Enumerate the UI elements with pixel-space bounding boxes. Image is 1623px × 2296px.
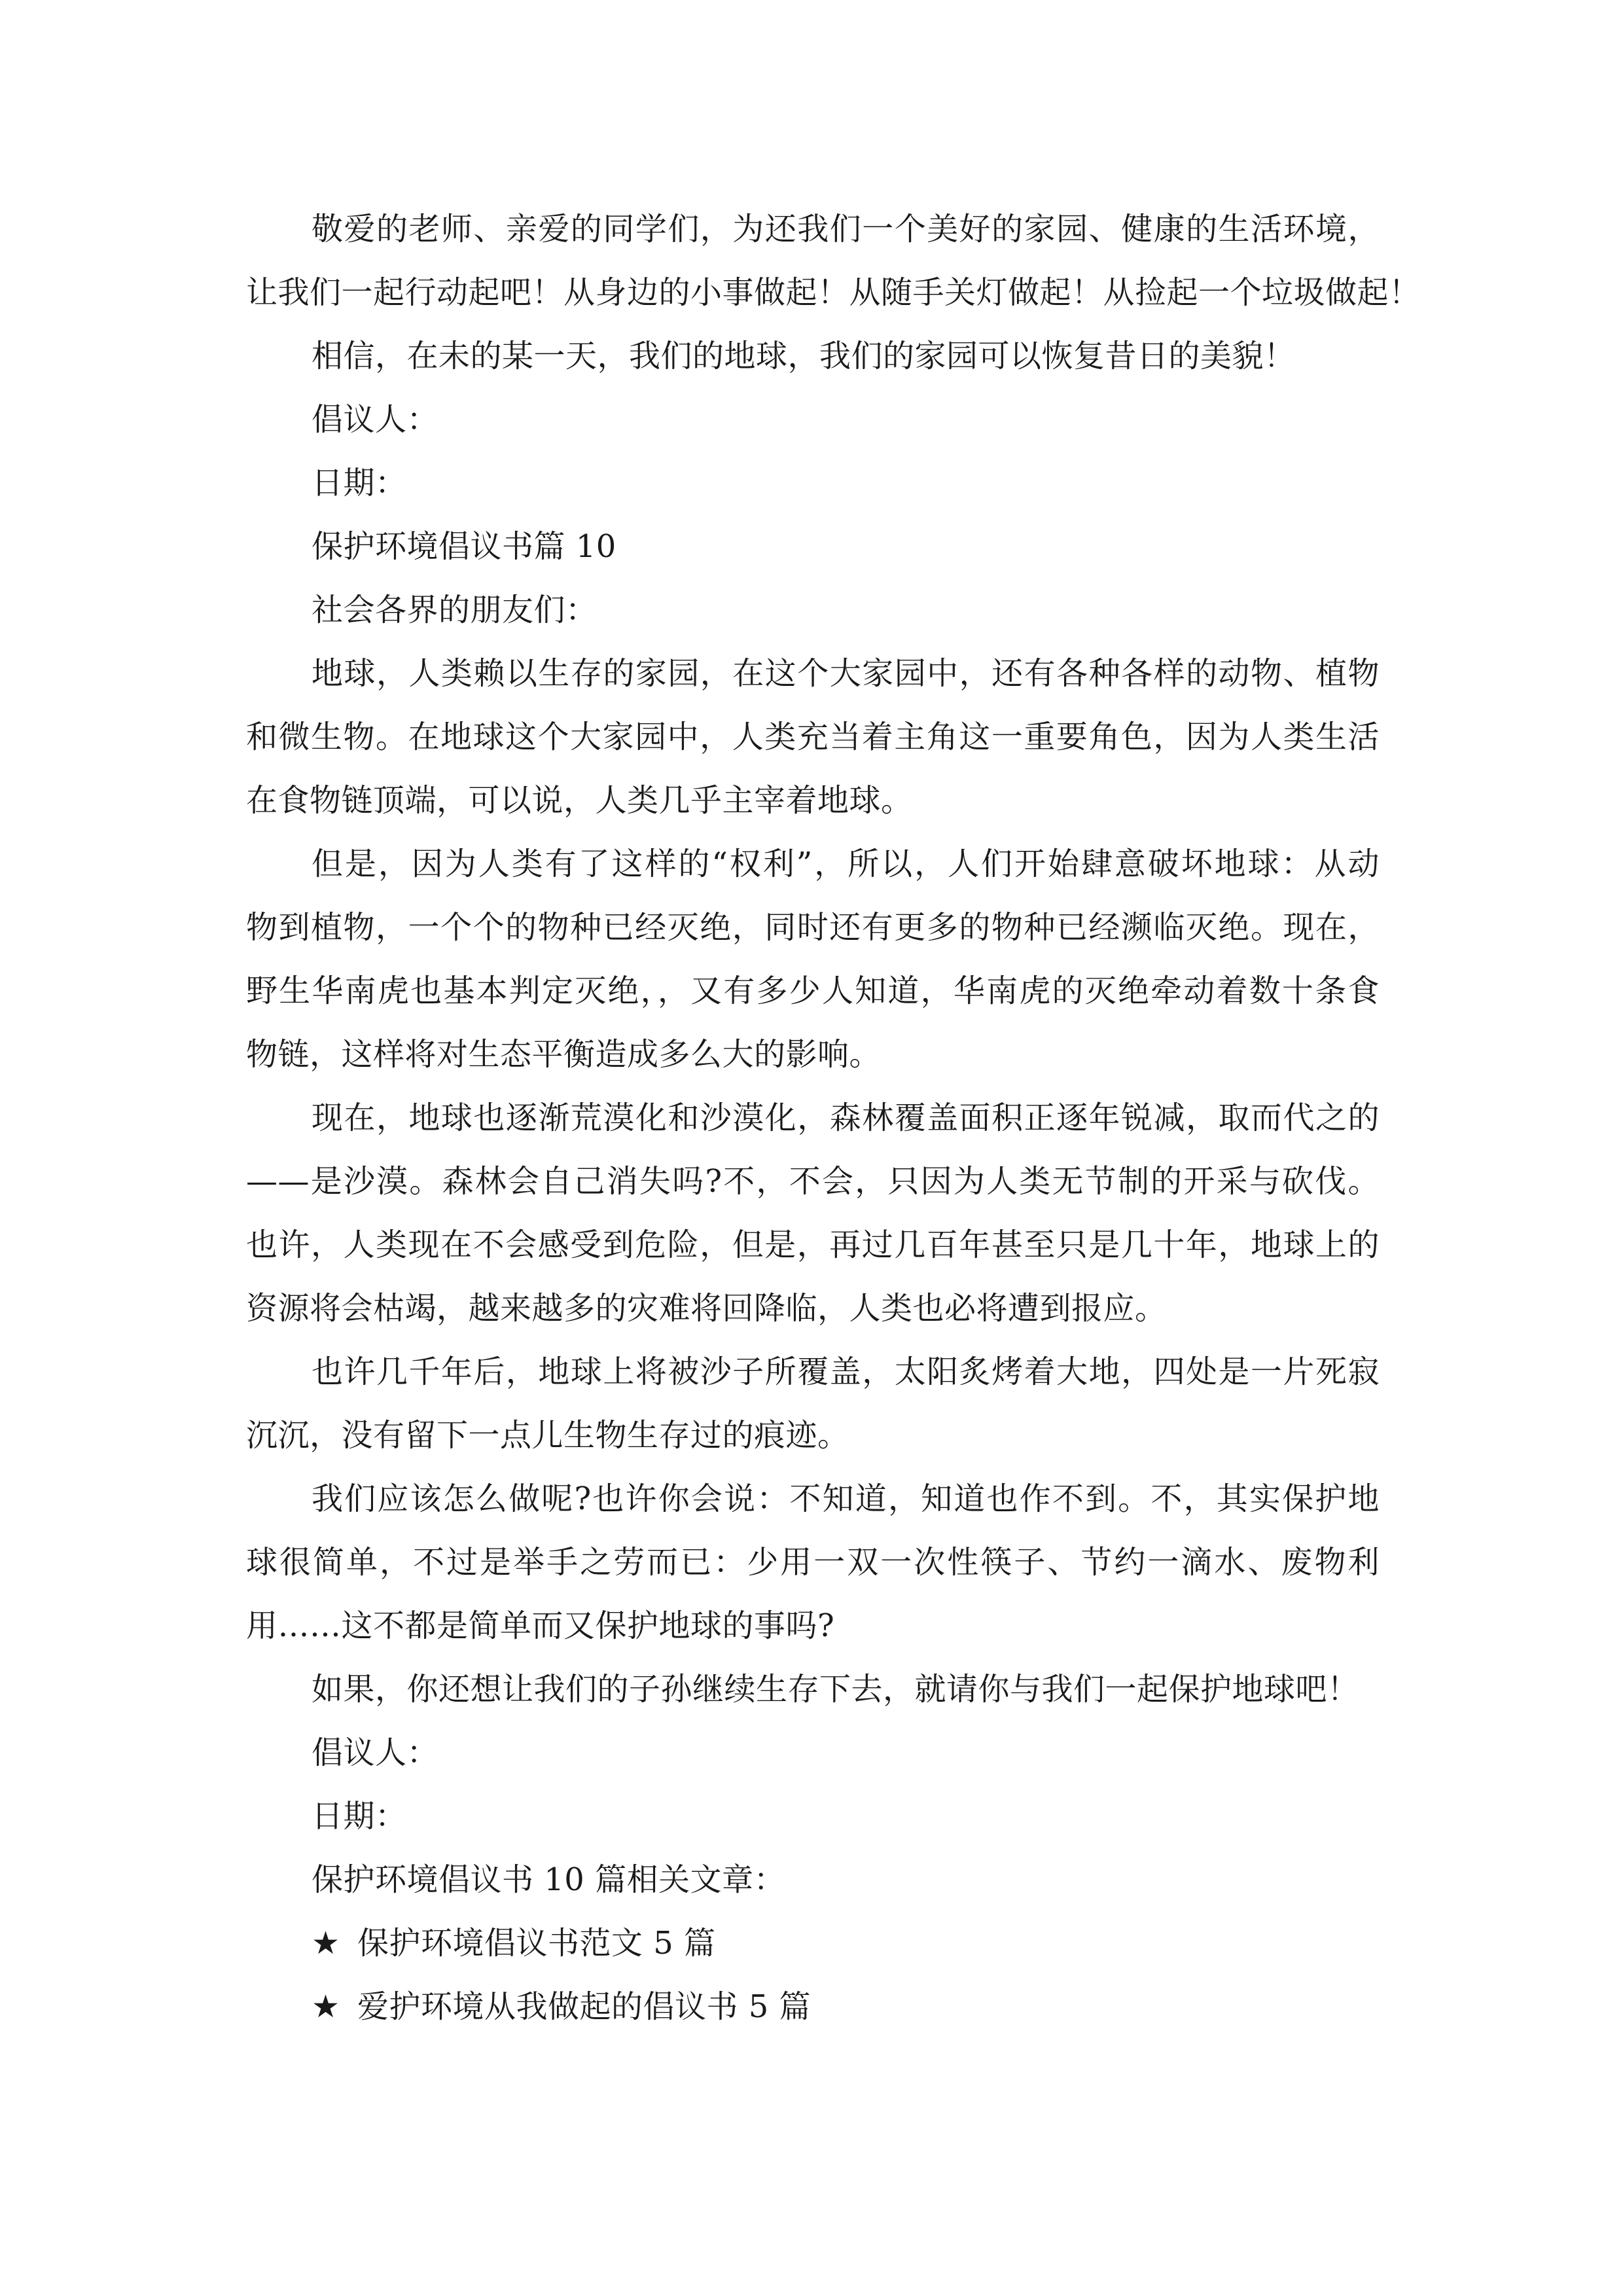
- text-line: 球很简单，不过是举手之劳而已：少用一双一次性筷子、节约一滴水、废物利: [246, 1544, 1380, 1581]
- text-line: 相信，在未的某一天，我们的地球，我们的家园可以恢复昔日的美貌！: [312, 338, 1296, 374]
- text-line: 保护环境倡议书篇 10: [312, 528, 616, 565]
- text-line: 资源将会枯竭，越来越多的灾难将回降临，人类也必将遭到报应。: [246, 1290, 1167, 1327]
- text-line: 让我们一起行动起吧！从身边的小事做起！从随手关灯做起！从捡起一个垃圾做起！: [246, 274, 1421, 311]
- text-line: 现在，地球也逐渐荒漠化和沙漠化，森林覆盖面积正逐年锐减，取而代之的: [312, 1100, 1380, 1136]
- text-line: 敬爱的老师、亲爱的同学们，为还我们一个美好的家园、健康的生活环境，: [312, 211, 1380, 247]
- text-line: 日期：: [312, 1798, 407, 1835]
- text-line: 但是，因为人类有了这样的“权利”，所以，人们开始肆意破坏地球：从动: [312, 846, 1380, 882]
- paragraph-future: [246, 1340, 1380, 1467]
- section-heading: [246, 515, 1380, 579]
- paragraph-what-to-do: [246, 1467, 1380, 1658]
- signature-proposer-label-2: [246, 1721, 1380, 1785]
- text-line: 也许，人类现在不会感受到危险，但是，再过几百年甚至只是几十年，地球上的: [246, 1227, 1380, 1263]
- related-article-link[interactable]: [246, 1975, 1380, 2039]
- related-articles-heading: [246, 1848, 1380, 1912]
- text-line: 在食物链顶端，可以说，人类几乎主宰着地球。: [246, 782, 913, 819]
- text-line: 倡议人：: [312, 1734, 439, 1771]
- text-line: 我们应该怎么做呢?也许你会说：不知道，知道也作不到。不，其实保护地: [312, 1480, 1380, 1517]
- star-icon: ★: [312, 1988, 340, 2025]
- salutation: [246, 579, 1380, 642]
- text-line: 沉沉，没有留下一点儿生物生存过的痕迹。: [246, 1417, 849, 1454]
- text-line: 社会各界的朋友们：: [312, 592, 597, 628]
- text-line: 地球，人类赖以生存的家园，在这个大家园中，还有各种各样的动物、植物: [312, 655, 1380, 692]
- text-line: 日期：: [312, 465, 407, 501]
- text-line: 用……这不都是简单而又保护地球的事吗?: [246, 1607, 835, 1644]
- text-line: 物链，这样将对生态平衡造成多么大的影响。: [246, 1036, 882, 1073]
- signature-date-label-2: [246, 1785, 1380, 1848]
- paragraph-belief: [246, 325, 1380, 388]
- related-article-title: 爱护环境从我做起的倡议书 5 篇: [357, 1988, 812, 2025]
- signature-proposer-label: [246, 388, 1380, 452]
- text-line: ——是沙漠。森林会自己消失吗?不，不会，只因为人类无节制的开采与砍伐。: [246, 1163, 1380, 1200]
- text-line: 野生华南虎也基本判定灭绝，，又有多少人知道，华南虎的灭绝牵动着数十条食: [246, 973, 1380, 1009]
- paragraph-desertification: [246, 1086, 1380, 1340]
- paragraph-closing-appeal: [246, 198, 1421, 325]
- text-line: 如果，你还想让我们的子孙继续生存下去，就请你与我们一起保护地球吧！: [312, 1671, 1359, 1708]
- document-body: [246, 198, 1421, 2039]
- star-icon: ★: [312, 1925, 340, 1962]
- text-line: 倡议人：: [312, 401, 439, 438]
- paragraph-earth-home: [246, 642, 1380, 833]
- related-article-title: 保护环境倡议书范文 5 篇: [357, 1925, 716, 1962]
- related-article-link[interactable]: [246, 1912, 1380, 1975]
- paragraph-call-to-action: [246, 1658, 1380, 1721]
- text-line: 也许几千年后，地球上将被沙子所覆盖，太阳炙烤着大地，四处是一片死寂: [312, 1354, 1380, 1390]
- paragraph-destruction: [246, 833, 1380, 1086]
- signature-date-label: [246, 452, 1380, 515]
- text-line: 物到植物，一个个的物种已经灭绝，同时还有更多的物种已经濒临灭绝。现在，: [246, 909, 1380, 946]
- text-line: 保护环境倡议书 10 篇相关文章：: [312, 1861, 786, 1898]
- text-line: 和微生物。在地球这个大家园中，人类充当着主角这一重要角色，因为人类生活: [246, 719, 1380, 755]
